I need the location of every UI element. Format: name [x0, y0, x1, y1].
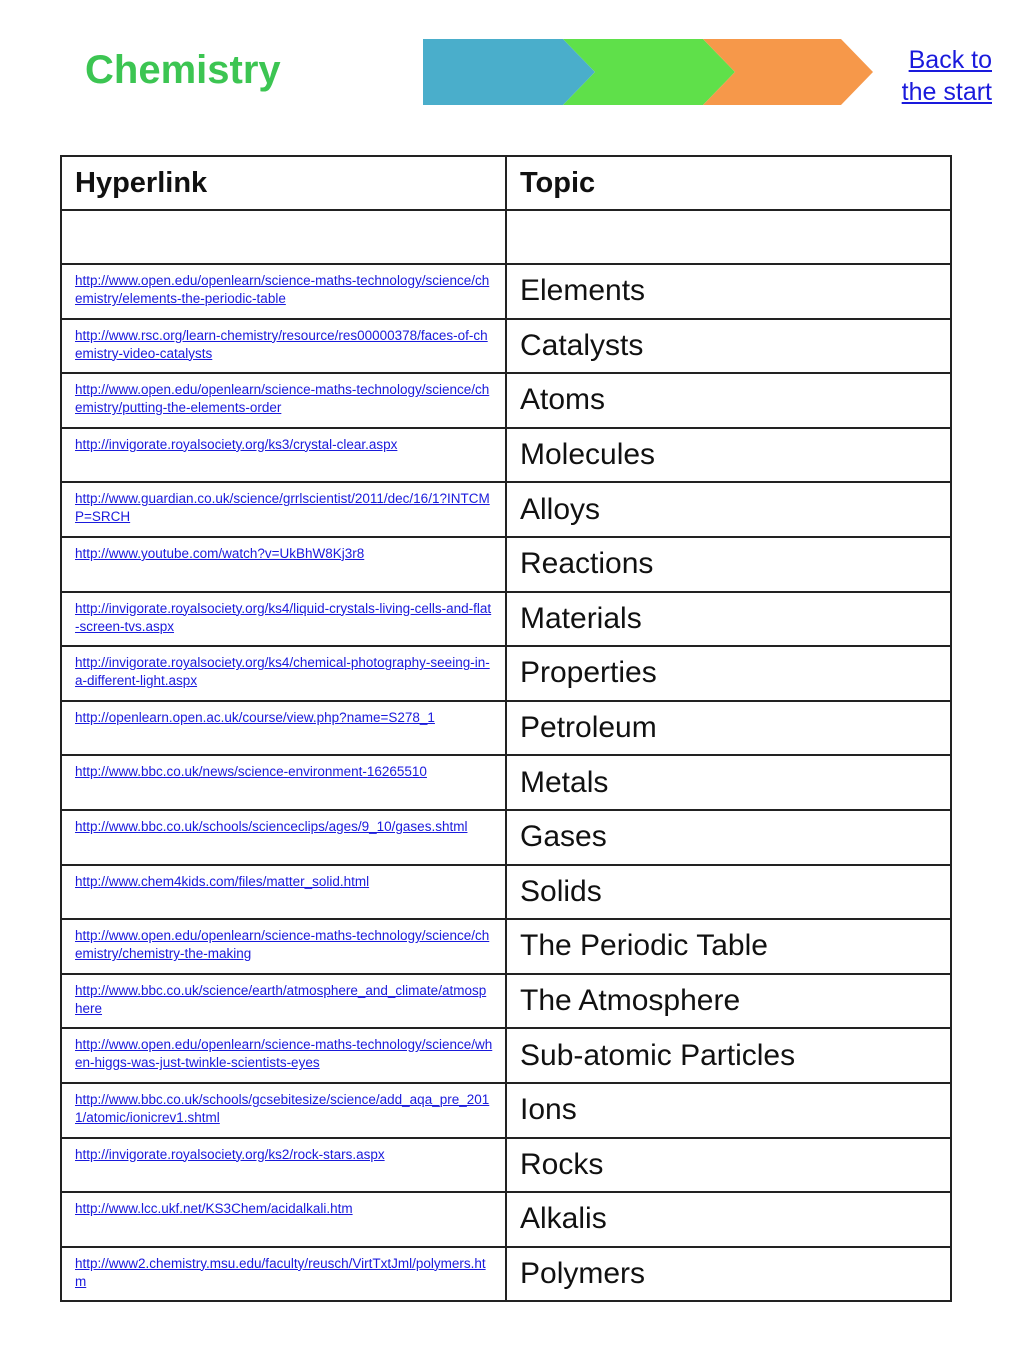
hyperlink-cell [61, 1138, 506, 1193]
blank-cell [61, 210, 506, 264]
topic-label: Metals [520, 765, 609, 799]
topic-label: Alloys [520, 492, 601, 526]
topic-cell [506, 701, 951, 756]
hyperlink[interactable]: http://www.bbc.co.uk/science/earth/atmosphere_and_climate/atmosphere [75, 982, 487, 1016]
table-row [61, 810, 951, 865]
blank-row [61, 210, 951, 264]
topic-label: Properties [520, 656, 657, 690]
topic-cell [506, 264, 951, 319]
topic-label: Molecules [520, 438, 656, 472]
hyperlink[interactable]: http://www.bbc.co.uk/news/science-environment-16265510 [75, 764, 427, 780]
hyperlink[interactable]: http://invigorate.royalsociety.org/ks2/rock-stars.aspx [75, 1146, 385, 1162]
process-arrows [423, 39, 873, 105]
table-row [61, 1028, 951, 1083]
table-row [61, 428, 951, 483]
topic-cell [506, 810, 951, 865]
topic-cell [506, 755, 951, 810]
table-row [61, 701, 951, 756]
topic-cell [506, 1192, 951, 1247]
topic-label: The Atmosphere [520, 984, 741, 1018]
topic-label: Petroleum [520, 711, 657, 745]
hyperlink-cell [61, 319, 506, 374]
table-row [61, 592, 951, 647]
topic-cell [506, 919, 951, 974]
topic-label: Rocks [520, 1147, 604, 1181]
hyperlink-cell [61, 810, 506, 865]
topic-label: Catalysts [520, 328, 644, 362]
hyperlink-cell [61, 974, 506, 1029]
table-header-row [61, 156, 951, 210]
hyperlink[interactable]: http://invigorate.royalsociety.org/ks3/crystal-clear.aspx [75, 436, 398, 452]
table-row [61, 1192, 951, 1247]
topic-cell [506, 974, 951, 1029]
topic-label: Polymers [520, 1256, 646, 1290]
topic-cell [506, 1247, 951, 1302]
hyperlink[interactable]: http://www.chem4kids.com/files/matter_solid.html [75, 873, 370, 889]
topic-cell [506, 592, 951, 647]
hyperlink-cell [61, 1192, 506, 1247]
hyperlink-cell [61, 428, 506, 483]
hyperlink[interactable]: http://www.lcc.ukf.net/KS3Chem/acidalkali.htm [75, 1201, 353, 1217]
topic-cell [506, 646, 951, 701]
table-row [61, 755, 951, 810]
topic-cell [506, 428, 951, 483]
hyperlink[interactable]: http://www.bbc.co.uk/schools/gcsebitesize/science/add_aqa_pre_2011/atomic/ionicrev1.shtml [75, 1091, 490, 1125]
topic-label: Ions [520, 1093, 577, 1127]
topic-cell [506, 865, 951, 920]
table-row [61, 646, 951, 701]
topic-cell [506, 537, 951, 592]
hyperlink-cell [61, 919, 506, 974]
hyperlink-cell [61, 1083, 506, 1138]
topic-label: Alkalis [520, 1202, 607, 1236]
hyperlink[interactable]: http://www.guardian.co.uk/science/grrlscientist/2011/dec/16/1?INTCMP=SRCH [75, 491, 490, 525]
hyperlink[interactable]: http://www2.chemistry.msu.edu/faculty/reusch/VirtTxtJml/polymers.htm [75, 1255, 486, 1289]
hyperlink[interactable]: http://openlearn.open.ac.uk/course/view.php?name=S278_1 [75, 709, 435, 725]
hyperlink[interactable]: http://www.open.edu/openlearn/science-maths-technology/science/chemistry/chemistry-the-making [75, 928, 490, 962]
table-row [61, 974, 951, 1029]
topic-cell [506, 1028, 951, 1083]
page-title: Chemistry [85, 48, 281, 92]
hyperlink-cell [61, 1028, 506, 1083]
topic-cell [506, 319, 951, 374]
hyperlink[interactable]: http://www.open.edu/openlearn/science-maths-technology/science/chemistry/putting-the-elements-order [75, 382, 490, 416]
table-row [61, 865, 951, 920]
hyperlink-table [60, 155, 952, 1302]
hyperlink[interactable]: http://invigorate.royalsociety.org/ks4/chemical-photography-seeing-in-a-different-light.aspx [75, 655, 490, 689]
table-row [61, 319, 951, 374]
topic-cell [506, 1083, 951, 1138]
table-row [61, 537, 951, 592]
topic-cell [506, 482, 951, 537]
topic-label: Solids [520, 874, 602, 908]
table-row [61, 373, 951, 428]
hyperlink-cell [61, 701, 506, 756]
column-header-hyperlink: Hyperlink [61, 156, 506, 210]
arrow-step-1 [423, 39, 595, 105]
hyperlink-cell [61, 537, 506, 592]
hyperlink-cell [61, 646, 506, 701]
hyperlink[interactable]: http://www.bbc.co.uk/schools/scienceclips/ages/9_10/gases.shtml [75, 818, 468, 834]
hyperlink-cell [61, 865, 506, 920]
topic-label: Sub-atomic Particles [520, 1038, 796, 1072]
table-row [61, 1138, 951, 1193]
table-row [61, 264, 951, 319]
topic-cell [506, 373, 951, 428]
hyperlink-cell [61, 755, 506, 810]
topic-label: Reactions [520, 547, 654, 581]
column-header-topic: Topic [506, 156, 951, 210]
hyperlink[interactable]: http://www.open.edu/openlearn/science-maths-technology/science/when-higgs-was-just-twinkle-scientists-eyes [75, 1037, 493, 1071]
hyperlink[interactable]: http://www.rsc.org/learn-chemistry/resource/res00000378/faces-of-chemistry-video-catalysts [75, 327, 488, 361]
hyperlink[interactable]: http://www.youtube.com/watch?v=UkBhW8Kj3r8 [75, 545, 365, 561]
topic-label: Materials [520, 601, 642, 635]
table-row [61, 1247, 951, 1302]
hyperlink-cell [61, 264, 506, 319]
topic-label: Atoms [520, 383, 606, 417]
hyperlink[interactable]: http://invigorate.royalsociety.org/ks4/liquid-crystals-living-cells-and-flat-screen-tvs.aspx [75, 600, 492, 634]
hyperlink-cell [61, 1247, 506, 1302]
hyperlink[interactable]: http://www.open.edu/openlearn/science-maths-technology/science/chemistry/elements-the-periodic-table [75, 273, 490, 306]
hyperlink-cell [61, 592, 506, 647]
hyperlink-cell [61, 373, 506, 428]
blank-cell [506, 210, 951, 264]
topic-label: The Periodic Table [520, 929, 768, 963]
table-row [61, 919, 951, 974]
hyperlink-cell [61, 482, 506, 537]
table-row [61, 1083, 951, 1138]
topic-label: Gases [520, 820, 607, 854]
table-row [61, 482, 951, 537]
topic-cell [506, 1138, 951, 1193]
back-to-start-link[interactable]: Back to the start [901, 46, 992, 106]
topic-label: Elements [520, 274, 646, 308]
